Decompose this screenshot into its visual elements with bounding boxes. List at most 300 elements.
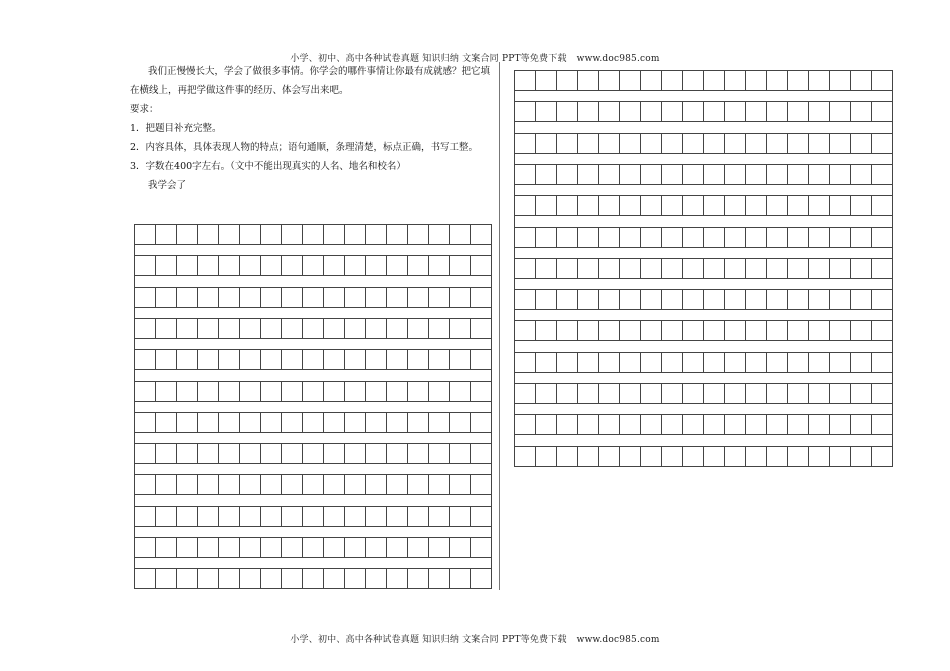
grid-cell[interactable]: [788, 384, 809, 403]
grid-cell[interactable]: [261, 256, 282, 275]
grid-cell[interactable]: [641, 447, 662, 466]
grid-cell[interactable]: [515, 353, 536, 372]
grid-cell[interactable]: [240, 288, 261, 307]
grid-cell[interactable]: [198, 507, 219, 526]
grid-cell[interactable]: [788, 290, 809, 309]
grid-cell[interactable]: [746, 415, 767, 434]
grid-cell[interactable]: [198, 350, 219, 369]
grid-cell[interactable]: [345, 256, 366, 275]
grid-cell[interactable]: [303, 444, 324, 463]
grid-cell[interactable]: [240, 475, 261, 494]
grid-cell[interactable]: [156, 319, 177, 338]
grid-cell[interactable]: [788, 71, 809, 90]
grid-cell[interactable]: [536, 102, 557, 121]
grid-cell[interactable]: [408, 475, 429, 494]
grid-cell[interactable]: [366, 225, 387, 244]
grid-cell[interactable]: [198, 288, 219, 307]
grid-cell[interactable]: [135, 256, 156, 275]
grid-cell[interactable]: [156, 350, 177, 369]
grid-cell[interactable]: [282, 507, 303, 526]
grid-cell[interactable]: [429, 225, 450, 244]
grid-cell[interactable]: [557, 259, 578, 278]
grid-cell[interactable]: [599, 353, 620, 372]
grid-cell[interactable]: [366, 507, 387, 526]
grid-cell[interactable]: [557, 165, 578, 184]
grid-cell[interactable]: [830, 102, 851, 121]
grid-cell[interactable]: [366, 256, 387, 275]
grid-cell[interactable]: [725, 165, 746, 184]
grid-cell[interactable]: [324, 538, 345, 557]
grid-cell[interactable]: [557, 134, 578, 153]
grid-cell[interactable]: [830, 196, 851, 215]
grid-cell[interactable]: [557, 102, 578, 121]
grid-cell[interactable]: [471, 538, 492, 557]
grid-cell[interactable]: [282, 444, 303, 463]
grid-cell[interactable]: [599, 384, 620, 403]
grid-cell[interactable]: [515, 384, 536, 403]
grid-cell[interactable]: [387, 475, 408, 494]
grid-cell[interactable]: [683, 102, 704, 121]
grid-cell[interactable]: [557, 321, 578, 340]
grid-cell[interactable]: [324, 507, 345, 526]
grid-cell[interactable]: [725, 353, 746, 372]
grid-cell[interactable]: [767, 71, 788, 90]
grid-cell[interactable]: [557, 447, 578, 466]
grid-cell[interactable]: [387, 350, 408, 369]
grid-cell[interactable]: [767, 415, 788, 434]
grid-cell[interactable]: [746, 196, 767, 215]
answer-grid-left[interactable]: [134, 224, 492, 589]
grid-cell[interactable]: [303, 319, 324, 338]
grid-cell[interactable]: [324, 288, 345, 307]
grid-cell[interactable]: [809, 228, 830, 247]
grid-cell[interactable]: [830, 259, 851, 278]
grid-cell[interactable]: [198, 538, 219, 557]
grid-cell[interactable]: [725, 228, 746, 247]
grid-cell[interactable]: [662, 415, 683, 434]
grid-cell[interactable]: [725, 415, 746, 434]
grid-cell[interactable]: [429, 413, 450, 432]
grid-cell[interactable]: [387, 444, 408, 463]
grid-cell[interactable]: [620, 228, 641, 247]
grid-cell[interactable]: [725, 447, 746, 466]
grid-cell[interactable]: [599, 102, 620, 121]
grid-cell[interactable]: [809, 290, 830, 309]
grid-cell[interactable]: [704, 290, 725, 309]
grid-cell[interactable]: [135, 382, 156, 401]
grid-cell[interactable]: [515, 196, 536, 215]
grid-cell[interactable]: [683, 290, 704, 309]
grid-cell[interactable]: [578, 228, 599, 247]
grid-cell[interactable]: [830, 134, 851, 153]
grid-cell[interactable]: [662, 447, 683, 466]
grid-cell[interactable]: [282, 350, 303, 369]
grid-cell[interactable]: [725, 290, 746, 309]
grid-cell[interactable]: [704, 259, 725, 278]
grid-cell[interactable]: [324, 413, 345, 432]
grid-cell[interactable]: [683, 353, 704, 372]
grid-cell[interactable]: [767, 447, 788, 466]
grid-cell[interactable]: [198, 225, 219, 244]
grid-cell[interactable]: [177, 444, 198, 463]
grid-cell[interactable]: [429, 569, 450, 588]
grid-cell[interactable]: [767, 102, 788, 121]
grid-cell[interactable]: [641, 415, 662, 434]
grid-cell[interactable]: [450, 319, 471, 338]
grid-cell[interactable]: [746, 321, 767, 340]
grid-cell[interactable]: [578, 384, 599, 403]
grid-cell[interactable]: [177, 382, 198, 401]
grid-cell[interactable]: [429, 382, 450, 401]
grid-cell[interactable]: [578, 134, 599, 153]
grid-cell[interactable]: [578, 353, 599, 372]
grid-cell[interactable]: [198, 444, 219, 463]
grid-cell[interactable]: [515, 71, 536, 90]
grid-cell[interactable]: [471, 319, 492, 338]
grid-cell[interactable]: [177, 225, 198, 244]
grid-cell[interactable]: [746, 102, 767, 121]
grid-cell[interactable]: [324, 444, 345, 463]
grid-cell[interactable]: [557, 415, 578, 434]
grid-cell[interactable]: [872, 353, 893, 372]
grid-cell[interactable]: [324, 475, 345, 494]
grid-cell[interactable]: [261, 413, 282, 432]
grid-cell[interactable]: [557, 71, 578, 90]
grid-cell[interactable]: [408, 382, 429, 401]
grid-cell[interactable]: [408, 569, 429, 588]
grid-cell[interactable]: [788, 353, 809, 372]
grid-cell[interactable]: [387, 225, 408, 244]
grid-cell[interactable]: [366, 413, 387, 432]
grid-cell[interactable]: [536, 353, 557, 372]
grid-cell[interactable]: [683, 321, 704, 340]
grid-cell[interactable]: [198, 475, 219, 494]
grid-cell[interactable]: [767, 134, 788, 153]
grid-cell[interactable]: [240, 507, 261, 526]
grid-cell[interactable]: [198, 569, 219, 588]
grid-cell[interactable]: [345, 350, 366, 369]
grid-cell[interactable]: [282, 225, 303, 244]
grid-cell[interactable]: [261, 382, 282, 401]
grid-cell[interactable]: [578, 259, 599, 278]
grid-cell[interactable]: [198, 256, 219, 275]
grid-cell[interactable]: [366, 444, 387, 463]
grid-cell[interactable]: [156, 288, 177, 307]
grid-cell[interactable]: [788, 415, 809, 434]
grid-cell[interactable]: [662, 353, 683, 372]
grid-cell[interactable]: [515, 290, 536, 309]
grid-cell[interactable]: [450, 256, 471, 275]
grid-cell[interactable]: [725, 134, 746, 153]
grid-cell[interactable]: [641, 321, 662, 340]
grid-cell[interactable]: [704, 165, 725, 184]
grid-cell[interactable]: [830, 165, 851, 184]
grid-cell[interactable]: [641, 384, 662, 403]
grid-cell[interactable]: [578, 321, 599, 340]
grid-cell[interactable]: [662, 321, 683, 340]
grid-cell[interactable]: [704, 415, 725, 434]
grid-cell[interactable]: [725, 259, 746, 278]
grid-cell[interactable]: [851, 228, 872, 247]
grid-cell[interactable]: [240, 569, 261, 588]
grid-cell[interactable]: [746, 259, 767, 278]
grid-cell[interactable]: [746, 71, 767, 90]
grid-cell[interactable]: [620, 196, 641, 215]
grid-cell[interactable]: [387, 288, 408, 307]
grid-cell[interactable]: [303, 350, 324, 369]
grid-cell[interactable]: [135, 507, 156, 526]
grid-cell[interactable]: [809, 196, 830, 215]
grid-cell[interactable]: [620, 447, 641, 466]
grid-cell[interactable]: [387, 569, 408, 588]
grid-cell[interactable]: [177, 319, 198, 338]
grid-cell[interactable]: [261, 288, 282, 307]
grid-cell[interactable]: [704, 228, 725, 247]
grid-cell[interactable]: [788, 447, 809, 466]
grid-cell[interactable]: [809, 353, 830, 372]
grid-cell[interactable]: [240, 382, 261, 401]
grid-cell[interactable]: [683, 165, 704, 184]
grid-cell[interactable]: [156, 225, 177, 244]
grid-cell[interactable]: [387, 256, 408, 275]
grid-cell[interactable]: [282, 382, 303, 401]
grid-cell[interactable]: [536, 196, 557, 215]
grid-cell[interactable]: [471, 256, 492, 275]
grid-cell[interactable]: [788, 196, 809, 215]
grid-cell[interactable]: [303, 225, 324, 244]
grid-cell[interactable]: [303, 382, 324, 401]
grid-cell[interactable]: [809, 102, 830, 121]
grid-cell[interactable]: [704, 196, 725, 215]
grid-cell[interactable]: [662, 196, 683, 215]
grid-cell[interactable]: [135, 225, 156, 244]
grid-cell[interactable]: [725, 102, 746, 121]
grid-cell[interactable]: [177, 507, 198, 526]
grid-cell[interactable]: [303, 569, 324, 588]
grid-cell[interactable]: [366, 538, 387, 557]
grid-cell[interactable]: [429, 507, 450, 526]
grid-cell[interactable]: [578, 290, 599, 309]
grid-cell[interactable]: [345, 413, 366, 432]
grid-cell[interactable]: [767, 321, 788, 340]
grid-cell[interactable]: [704, 134, 725, 153]
grid-cell[interactable]: [366, 288, 387, 307]
grid-cell[interactable]: [662, 165, 683, 184]
grid-cell[interactable]: [578, 71, 599, 90]
grid-cell[interactable]: [851, 290, 872, 309]
grid-cell[interactable]: [620, 134, 641, 153]
grid-cell[interactable]: [515, 447, 536, 466]
grid-cell[interactable]: [282, 569, 303, 588]
grid-cell[interactable]: [830, 353, 851, 372]
grid-cell[interactable]: [429, 319, 450, 338]
grid-cell[interactable]: [387, 413, 408, 432]
grid-cell[interactable]: [177, 475, 198, 494]
grid-cell[interactable]: [471, 413, 492, 432]
grid-cell[interactable]: [599, 321, 620, 340]
grid-cell[interactable]: [683, 134, 704, 153]
grid-cell[interactable]: [746, 228, 767, 247]
grid-cell[interactable]: [620, 259, 641, 278]
grid-cell[interactable]: [261, 319, 282, 338]
grid-cell[interactable]: [620, 415, 641, 434]
grid-cell[interactable]: [662, 259, 683, 278]
grid-cell[interactable]: [387, 507, 408, 526]
grid-cell[interactable]: [851, 71, 872, 90]
grid-cell[interactable]: [471, 382, 492, 401]
grid-cell[interactable]: [851, 196, 872, 215]
grid-cell[interactable]: [471, 288, 492, 307]
grid-cell[interactable]: [408, 225, 429, 244]
grid-cell[interactable]: [177, 538, 198, 557]
grid-cell[interactable]: [219, 256, 240, 275]
grid-cell[interactable]: [851, 102, 872, 121]
grid-cell[interactable]: [450, 569, 471, 588]
grid-cell[interactable]: [620, 71, 641, 90]
grid-cell[interactable]: [345, 288, 366, 307]
grid-cell[interactable]: [345, 444, 366, 463]
grid-cell[interactable]: [557, 290, 578, 309]
grid-cell[interactable]: [704, 102, 725, 121]
grid-cell[interactable]: [240, 319, 261, 338]
grid-cell[interactable]: [135, 569, 156, 588]
grid-cell[interactable]: [641, 353, 662, 372]
grid-cell[interactable]: [641, 196, 662, 215]
grid-cell[interactable]: [872, 447, 893, 466]
grid-cell[interactable]: [471, 350, 492, 369]
grid-cell[interactable]: [872, 102, 893, 121]
grid-cell[interactable]: [788, 165, 809, 184]
grid-cell[interactable]: [219, 225, 240, 244]
grid-cell[interactable]: [683, 384, 704, 403]
grid-cell[interactable]: [536, 290, 557, 309]
grid-cell[interactable]: [830, 321, 851, 340]
grid-cell[interactable]: [641, 102, 662, 121]
grid-cell[interactable]: [872, 415, 893, 434]
grid-cell[interactable]: [219, 319, 240, 338]
grid-cell[interactable]: [536, 259, 557, 278]
grid-cell[interactable]: [641, 259, 662, 278]
grid-cell[interactable]: [872, 165, 893, 184]
grid-cell[interactable]: [345, 319, 366, 338]
grid-cell[interactable]: [767, 290, 788, 309]
grid-cell[interactable]: [366, 350, 387, 369]
grid-cell[interactable]: [851, 165, 872, 184]
grid-cell[interactable]: [704, 321, 725, 340]
grid-cell[interactable]: [620, 384, 641, 403]
grid-cell[interactable]: [282, 538, 303, 557]
grid-cell[interactable]: [198, 413, 219, 432]
grid-cell[interactable]: [578, 165, 599, 184]
grid-cell[interactable]: [872, 384, 893, 403]
grid-cell[interactable]: [557, 228, 578, 247]
grid-cell[interactable]: [219, 413, 240, 432]
grid-cell[interactable]: [240, 256, 261, 275]
grid-cell[interactable]: [683, 415, 704, 434]
grid-cell[interactable]: [408, 413, 429, 432]
grid-cell[interactable]: [620, 165, 641, 184]
grid-cell[interactable]: [177, 569, 198, 588]
grid-cell[interactable]: [704, 71, 725, 90]
grid-cell[interactable]: [303, 538, 324, 557]
grid-cell[interactable]: [620, 102, 641, 121]
grid-cell[interactable]: [683, 259, 704, 278]
grid-cell[interactable]: [851, 353, 872, 372]
grid-cell[interactable]: [788, 102, 809, 121]
grid-cell[interactable]: [408, 350, 429, 369]
grid-cell[interactable]: [746, 384, 767, 403]
grid-cell[interactable]: [515, 102, 536, 121]
grid-cell[interactable]: [471, 475, 492, 494]
grid-cell[interactable]: [450, 413, 471, 432]
grid-cell[interactable]: [809, 165, 830, 184]
grid-cell[interactable]: [599, 165, 620, 184]
grid-cell[interactable]: [536, 321, 557, 340]
grid-cell[interactable]: [324, 256, 345, 275]
grid-cell[interactable]: [387, 319, 408, 338]
grid-cell[interactable]: [578, 102, 599, 121]
grid-cell[interactable]: [809, 447, 830, 466]
grid-cell[interactable]: [872, 321, 893, 340]
grid-cell[interactable]: [429, 538, 450, 557]
grid-cell[interactable]: [429, 288, 450, 307]
grid-cell[interactable]: [471, 507, 492, 526]
grid-cell[interactable]: [536, 165, 557, 184]
grid-cell[interactable]: [809, 134, 830, 153]
grid-cell[interactable]: [408, 538, 429, 557]
grid-cell[interactable]: [704, 353, 725, 372]
grid-cell[interactable]: [788, 228, 809, 247]
grid-cell[interactable]: [219, 288, 240, 307]
grid-cell[interactable]: [599, 71, 620, 90]
grid-cell[interactable]: [408, 288, 429, 307]
grid-cell[interactable]: [450, 288, 471, 307]
grid-cell[interactable]: [515, 165, 536, 184]
grid-cell[interactable]: [282, 288, 303, 307]
grid-cell[interactable]: [536, 134, 557, 153]
grid-cell[interactable]: [536, 415, 557, 434]
grid-cell[interactable]: [641, 134, 662, 153]
grid-cell[interactable]: [156, 444, 177, 463]
grid-cell[interactable]: [240, 444, 261, 463]
grid-cell[interactable]: [219, 507, 240, 526]
grid-cell[interactable]: [809, 259, 830, 278]
grid-cell[interactable]: [809, 415, 830, 434]
grid-cell[interactable]: [872, 259, 893, 278]
grid-cell[interactable]: [303, 288, 324, 307]
grid-cell[interactable]: [809, 71, 830, 90]
grid-cell[interactable]: [725, 321, 746, 340]
grid-cell[interactable]: [599, 196, 620, 215]
grid-cell[interactable]: [387, 382, 408, 401]
grid-cell[interactable]: [135, 319, 156, 338]
grid-cell[interactable]: [366, 319, 387, 338]
grid-cell[interactable]: [471, 225, 492, 244]
grid-cell[interactable]: [620, 353, 641, 372]
grid-cell[interactable]: [557, 353, 578, 372]
grid-cell[interactable]: [177, 413, 198, 432]
grid-cell[interactable]: [851, 259, 872, 278]
grid-cell[interactable]: [450, 350, 471, 369]
grid-cell[interactable]: [324, 569, 345, 588]
grid-cell[interactable]: [704, 384, 725, 403]
grid-cell[interactable]: [135, 288, 156, 307]
grid-cell[interactable]: [536, 384, 557, 403]
grid-cell[interactable]: [767, 259, 788, 278]
grid-cell[interactable]: [261, 225, 282, 244]
grid-cell[interactable]: [599, 134, 620, 153]
grid-cell[interactable]: [471, 444, 492, 463]
